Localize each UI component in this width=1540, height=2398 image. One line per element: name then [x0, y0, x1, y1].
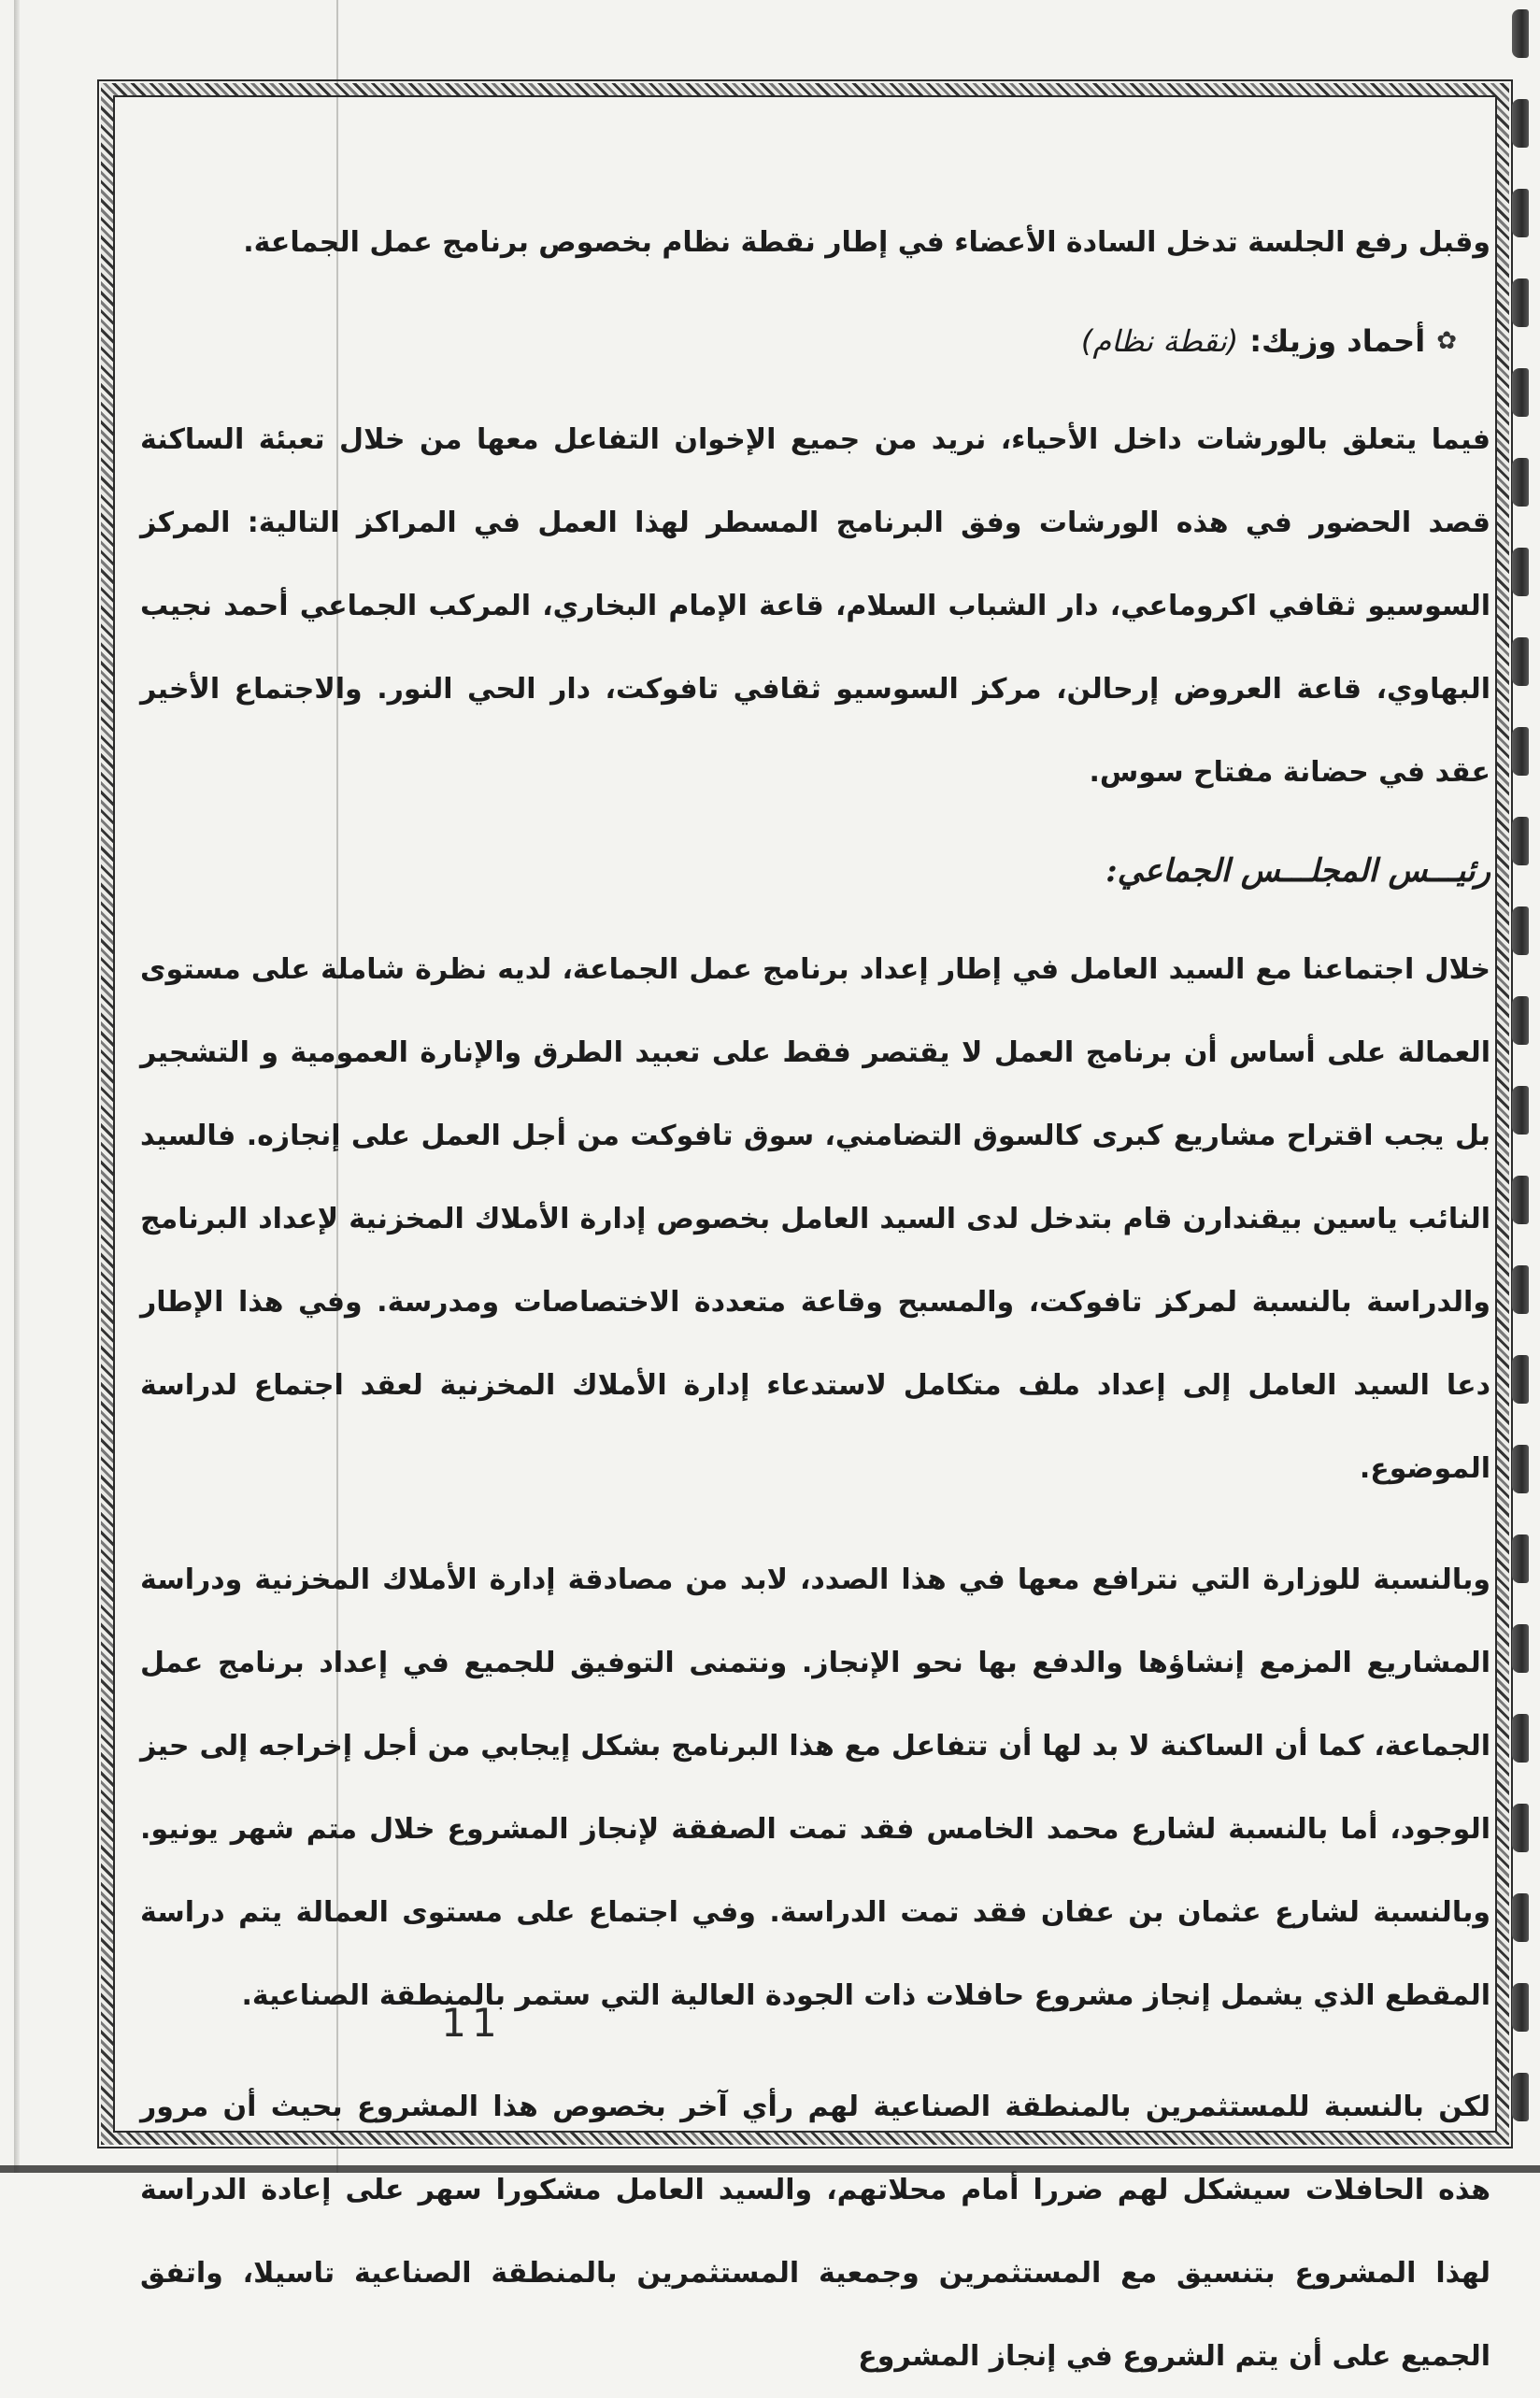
binding-tooth [1512, 1445, 1529, 1493]
document-body [140, 201, 1490, 2398]
paragraph-gap [140, 2037, 1490, 2065]
speaker-note: (نقطة نظام) [1080, 323, 1239, 359]
scan-bottom-edge [0, 2165, 1540, 2173]
speaker-name: أحماد وزيك: [1249, 323, 1426, 359]
paragraph-3: وبالنسبة للوزارة التي نترافع معها في هذا الصدد، لابد من مصادقة إدارة الأملاك المخزنية ودراسة المشاريع المزمع إنشاؤها والدفع بها نحو الإنجاز. ونتمنى التوفيق للجميع في إعداد برنامج عمل الجماعة، كما أن الساكنة لا بد لها أن تتفاعل مع هذا البرنامج بشكل إيجابي من أجل إخراجه إلى حيز الوجود، أما بالنسبة لشارع محمد الخامس فقد تمت الصفقة لإنجاز المشروع خلال متم شهر يونيو. وبالنسبة لشارع عثمان بن عفان فقد تمت الدراسة. وفي اجتماع على مستوى العمالة يتم دراسة المقطع الذي يشمل إنجاز مشروع حافلات ذات الجودة العالية التي ستمر بالمنطقة الصناعية. [140, 1563, 1490, 2012]
binding-tooth [1512, 1624, 1529, 1673]
binding-tooth [1512, 817, 1529, 865]
binding-tooth [1512, 189, 1529, 237]
paragraph-4: لكن بالنسبة للمستثمرين بالمنطقة الصناعية لهم رأي آخر بخصوص هذا المشروع بحيث أن مرور هذه الحافلات سيشكل لهم ضررا أمام محلاتهم، والسيد العامل مشكورا سهر على إعادة الدراسة لهذا المشروع بتنسيق مع المستثمرين وجمعية المستثمرين بالمنطقة الصناعية تاسيلا، واتفق الجميع على أن يتم الشروع في إنجاز المشروع [140, 2091, 1490, 2373]
binding-tooth [1512, 1714, 1529, 1763]
scan-left-edge [14, 0, 20, 2173]
binding-tooth [1512, 458, 1529, 507]
binding-tooth [1512, 1265, 1529, 1314]
binding-tooth [1512, 1893, 1529, 1942]
binding-tooth [1512, 727, 1529, 776]
intro-paragraph: وقبل رفع الجلسة تدخل السادة الأعضاء في إطار نقطة نظام بخصوص برنامج عمل الجماعة. [243, 226, 1490, 259]
binding-tooth [1512, 1983, 1529, 2032]
binding-tooth [1512, 996, 1529, 1045]
binding-tooth [1512, 1176, 1529, 1224]
binding-tooth [1512, 9, 1529, 58]
speaker-paragraph: فيما يتعلق بالورشات داخل الأحياء، نريد من جميع الإخوان التفاعل معها من خلال تعبئة الساكنة قصد الحضور في هذه الورشات وفق البرنامج المسطر لهذا العمل في المراكز التالية: المركز السوسيو ثقافي اكروماعي، دار الشباب السلام، قاعة الإمام البخاري، المركب الجماعي أحمد نجيب البهاوي، قاعة العروض إرحالن، مركز السوسيو ثقافي تافوكت، دار الحي النور. والاجتماع الأخير عقد في حضانة مفتاح سوس. [140, 423, 1490, 789]
comb-binding [1512, 9, 1533, 2168]
speaker-line [140, 284, 1490, 398]
binding-tooth [1512, 278, 1529, 327]
paragraph-gap [140, 1510, 1490, 1538]
paragraph-2: خلال اجتماعنا مع السيد العامل في إطار إعداد برنامج عمل الجماعة، لديه نظرة شاملة على مستوى العمالة على أساس أن برنامج العمل لا يقتصر فقط على تعبيد الطرق والإنارة العمومية و التشجير بل يجب اقتراح مشاريع كبرى كالسوق التضامني، سوق تافوكت من أجل العمل على إنجازه. فالسيد النائب ياسين بيقندارن قام بتدخل لدى السيد العامل بخصوص إدارة الأملاك المخزنية لإعداد البرنامج والدراسة بالنسبة لمركز تافوكت، والمسبح وقاعة متعددة الاختصاصات ومدرسة. وفي هذا الإطار دعا السيد العامل إلى إعداد ملف متكامل لاستدعاء إدارة الأملاك المخزنية لعقد اجتماع لدراسة الموضوع. [140, 953, 1490, 1485]
binding-tooth [1512, 1534, 1529, 1583]
binding-tooth [1512, 1086, 1529, 1135]
flower-bullet-icon: ✿ [1436, 327, 1457, 355]
binding-tooth [1512, 368, 1529, 417]
binding-tooth [1512, 99, 1529, 148]
binding-tooth [1512, 2073, 1529, 2121]
binding-tooth [1512, 906, 1529, 955]
section-heading: رئيـــس المجلـــس الجماعي: [1105, 852, 1490, 890]
binding-tooth [1512, 548, 1529, 596]
binding-tooth [1512, 1804, 1529, 1852]
binding-tooth [1512, 637, 1529, 686]
binding-tooth [1512, 1355, 1529, 1404]
page-number: 11 [441, 2000, 503, 2046]
